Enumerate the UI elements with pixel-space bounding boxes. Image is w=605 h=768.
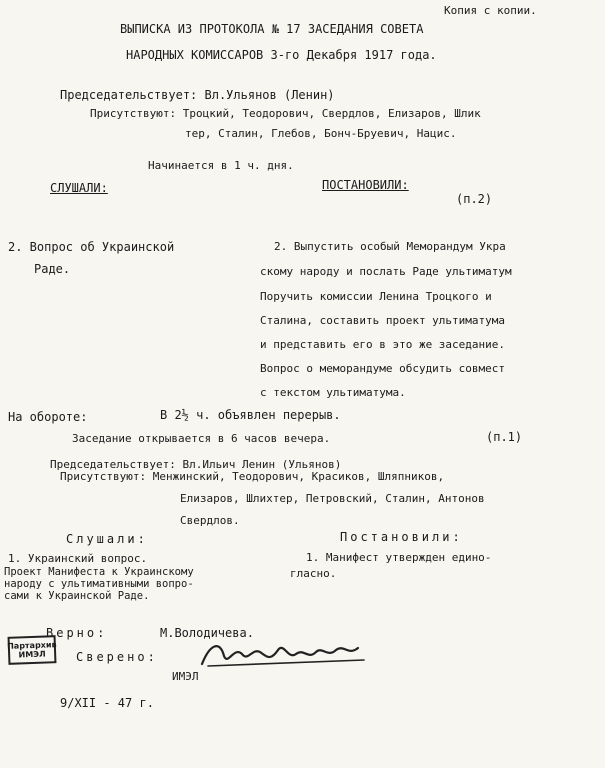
- heard-heading: Слушали:: [66, 532, 148, 546]
- attendees-line1: Присутствуют: Менжинский, Теодорович, Красиков, Шляпников,: [60, 470, 445, 483]
- svereno-label: Сверено:: [76, 650, 158, 664]
- break-note: В 2½ ч. объявлен перерыв.: [160, 408, 341, 422]
- heard-item-line1: 2. Вопрос об Украинской: [8, 240, 175, 254]
- decided-item-line1: 1. Манифест утвержден едино-: [306, 551, 492, 564]
- heard-item-line3: народу с ультимативными вопро-: [4, 578, 194, 590]
- reverse-label: На обороте:: [8, 410, 88, 424]
- chairman-line: Председательствует: Вл.Ильич Ленин (Ульянов): [50, 458, 342, 471]
- decision-line: скому народу и послать Раде ультиматум: [260, 265, 512, 278]
- item-reference: (п.1): [486, 430, 523, 444]
- copy-note: Копия с копии.: [444, 4, 537, 17]
- decided-item-line2: гласно.: [290, 567, 337, 580]
- decision-line: Сталина, составить проект ультиматума: [260, 314, 506, 327]
- decided-heading: ПОСТАНОВИЛИ:: [322, 178, 409, 192]
- stamp-text: Партархив: [6, 640, 57, 651]
- chairman-line: Председательствует: Вл.Ульянов (Ленин): [60, 88, 335, 102]
- heard-item-line4: сами к Украинской Раде.: [4, 590, 150, 602]
- stamp-text: ИМЭЛ: [18, 649, 46, 660]
- handwritten-signature: [198, 636, 368, 670]
- heard-item-line1: 1. Украинский вопрос.: [8, 552, 148, 565]
- document-date: 9/XII - 47 г.: [60, 696, 154, 710]
- decision-line: и представить его в это же заседание.: [260, 338, 506, 351]
- archive-stamp: [8, 635, 57, 665]
- document-title-line1: ВЫПИСКА ИЗ ПРОТОКОЛА № 17 ЗАСЕДАНИЯ СОВЕТА: [120, 22, 424, 36]
- attendees-line3: Свердлов.: [180, 514, 240, 527]
- decision-line: с текстом ультиматума.: [260, 386, 406, 399]
- heard-item-line2: Проект Манифеста к Украинскому: [4, 566, 194, 578]
- decided-heading: Постановили:: [340, 530, 463, 544]
- heard-item-line2: Раде.: [34, 262, 71, 276]
- decision-line: 2. Выпустить особый Меморандум Укра: [274, 240, 506, 253]
- item-reference: (п.2): [456, 192, 493, 206]
- attendees-line1: Присутствуют: Троцкий, Теодорович, Свердлов, Елизаров, Шлик: [90, 107, 481, 120]
- document-title-line2: НАРОДНЫХ КОМИССАРОВ 3-го Декабря 1917 года.: [126, 48, 437, 62]
- attendees-line2: Елизаров, Шлихтер, Петровский, Сталин, Антонов: [180, 492, 485, 505]
- verno-name: М.Володичева.: [160, 626, 254, 640]
- decision-line: Вопрос о меморандуме обсудить совмест: [260, 362, 506, 375]
- institute-abbr: ИМЭЛ: [172, 670, 199, 683]
- verno-label: Верно:: [46, 626, 108, 640]
- decision-line: Поручить комиссии Ленина Троцкого и: [260, 290, 492, 303]
- reopen-note: Заседание открывается в 6 часов вечера.: [72, 432, 331, 445]
- attendees-line2: тер, Сталин, Глебов, Бонч-Бруевич, Нацис.: [185, 127, 457, 140]
- start-time: Начинается в 1 ч. дня.: [148, 159, 294, 172]
- heard-heading: СЛУШАЛИ:: [50, 181, 108, 195]
